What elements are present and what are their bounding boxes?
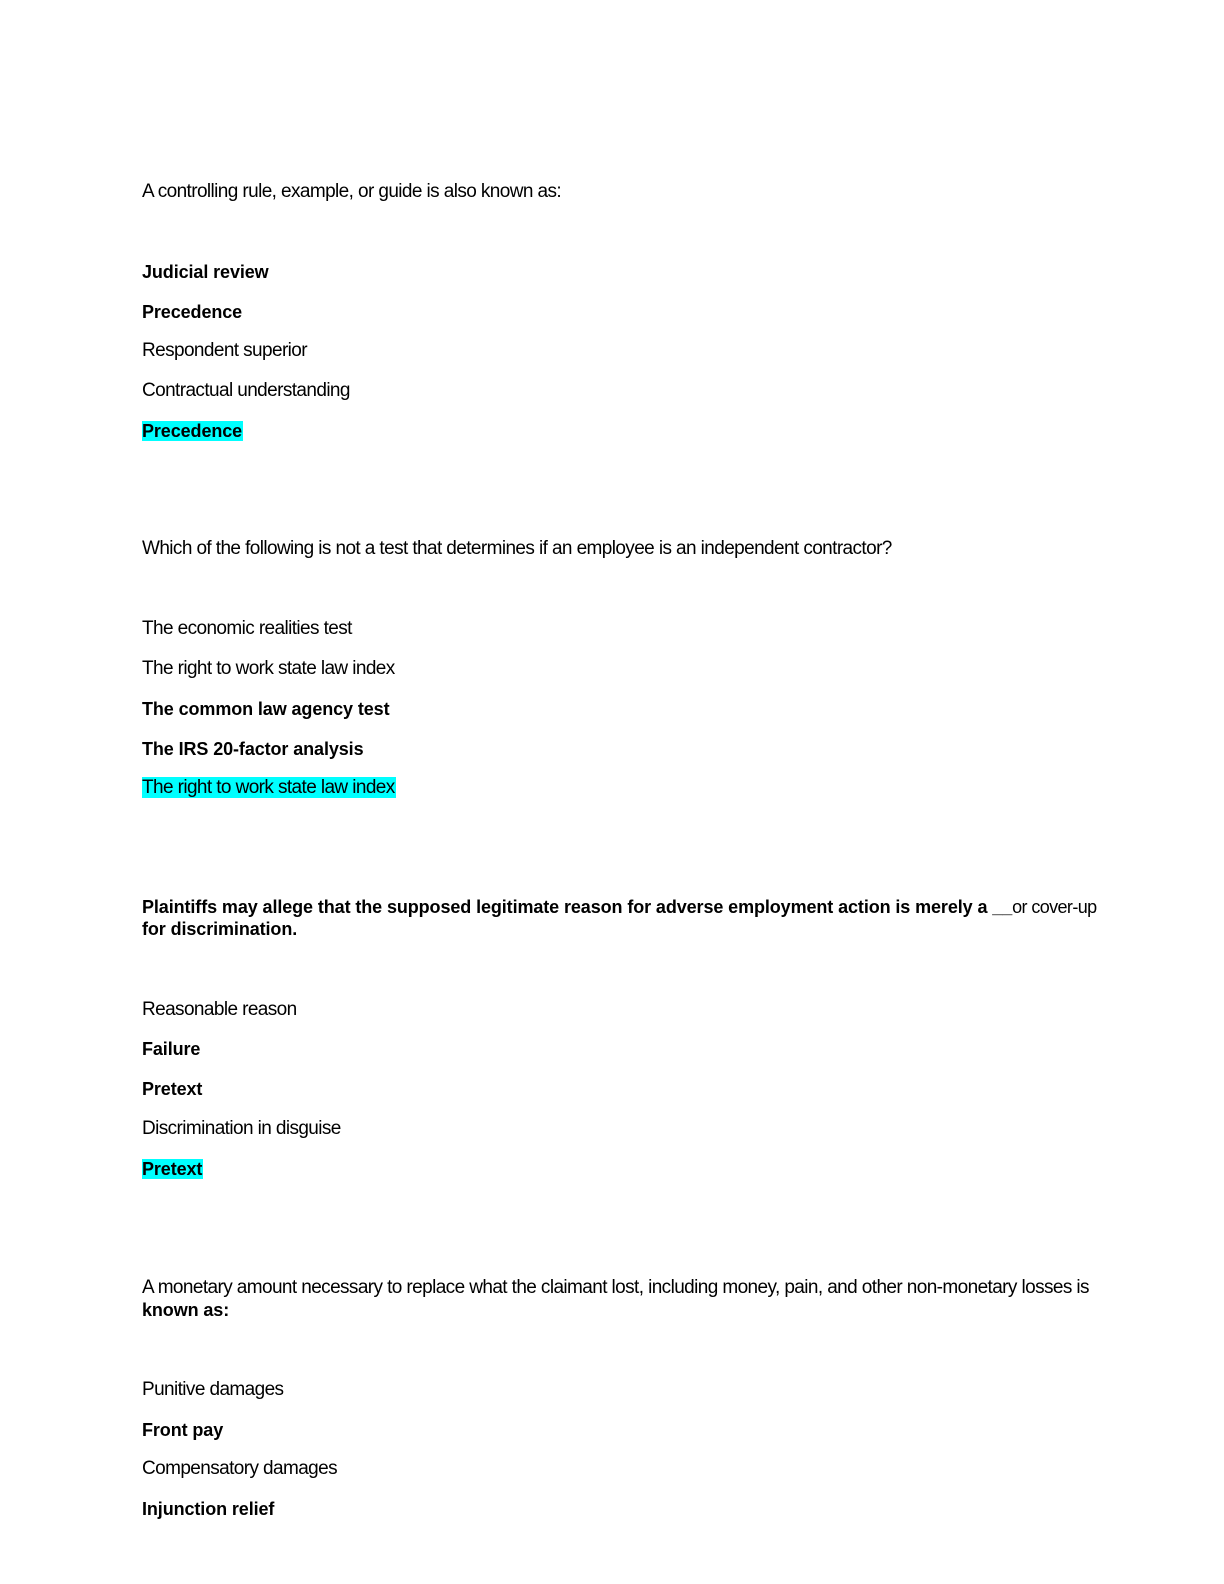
question-4-option-3: Compensatory damages (142, 1458, 337, 1479)
question-1-option-4: Contractual understanding (142, 380, 350, 401)
question-3-option-4: Discrimination in disguise (142, 1118, 341, 1139)
question-4-option-1: Punitive damages (142, 1379, 284, 1400)
question-3-answer (142, 1158, 203, 1180)
question-2-option-3: The common law agency test (142, 699, 390, 719)
question-3-prompt-part-1: Plaintiffs may allege that the supposed legitimate reason for adverse employment action is merely a (142, 897, 993, 917)
question-4-prompt-part-1: A monetary amount necessary to replace what the claimant lost, including money, pain, and other non-monetary losses is (142, 1277, 1089, 1298)
question-3-option-1: Reasonable reason (142, 999, 297, 1020)
question-1-answer (142, 420, 243, 442)
question-1-option-1: Judicial review (142, 262, 269, 282)
question-3-prompt-part-3: for discrimination. (142, 919, 298, 939)
question-2-answer (142, 777, 396, 799)
question-3-prompt-blank: __ (992, 897, 1013, 917)
question-2-option-1: The economic realities test (142, 618, 352, 639)
question-2-answer-highlight: The right to work state law index (142, 777, 395, 798)
question-1-option-2: Precedence (142, 302, 243, 322)
question-2-option-4: The IRS 20-factor analysis (142, 739, 364, 759)
question-4-option-2: Front pay (142, 1420, 224, 1440)
question-4-prompt-part-2: known as: (142, 1300, 230, 1320)
question-3-prompt (142, 896, 1107, 940)
question-3-option-2: Failure (142, 1039, 201, 1059)
question-1-answer-highlight: Precedence (142, 421, 243, 441)
question-4-option-4: Injunction relief (142, 1499, 275, 1519)
question-2-option-2: The right to work state law index (142, 658, 395, 679)
question-2-prompt: Which of the following is not a test that determines if an employee is an independent contractor? (142, 538, 892, 559)
question-3-option-3: Pretext (142, 1079, 203, 1099)
question-1-prompt: A controlling rule, example, or guide is also known as: (142, 181, 562, 202)
question-1-option-3: Respondent superior (142, 340, 307, 361)
question-4-prompt (142, 1276, 1107, 1321)
question-3-answer-highlight: Pretext (142, 1159, 203, 1179)
question-3-prompt-part-2: or cover-up (1012, 897, 1097, 917)
